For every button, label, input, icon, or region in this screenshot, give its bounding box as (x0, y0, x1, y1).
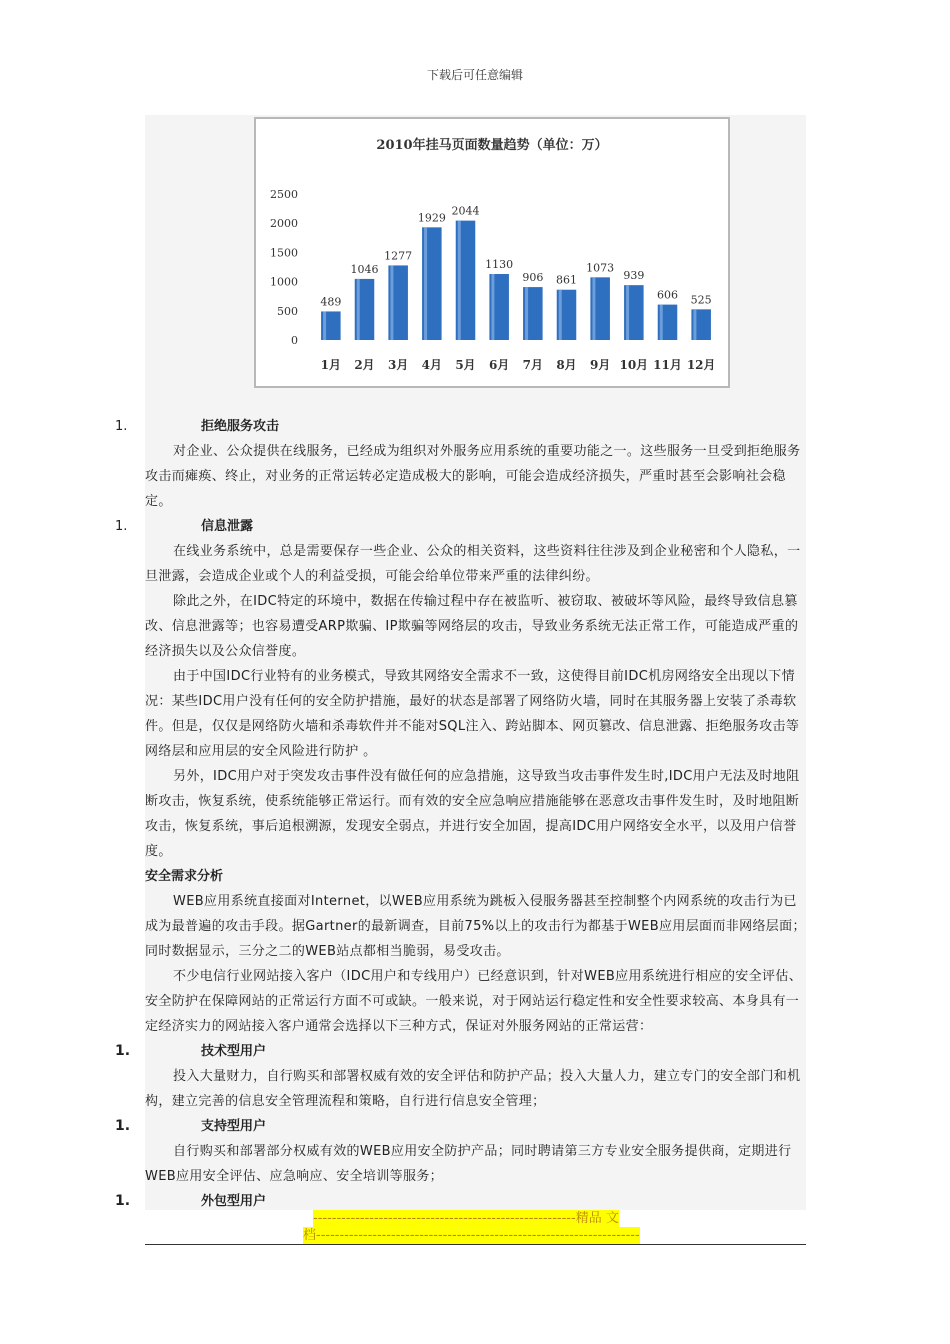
heading-number: 1. (115, 1193, 131, 1209)
x-tick-label: 9月 (589, 358, 611, 372)
section-title: 安全需求分析 (145, 869, 224, 884)
bar-highlight (491, 274, 494, 340)
bar-highlight (660, 305, 663, 340)
x-tick-label: 8月 (556, 358, 577, 372)
data-label: 489 (320, 295, 342, 309)
data-label: 1130 (485, 258, 514, 272)
bar-highlight (458, 221, 461, 340)
document-body (115, 414, 806, 1214)
paragraph: 不少电信行业网站接入客户（IDC用户和专线用户）已经意识到，针对WEB应用系统进行相应的安全评估、安全防护在保障网站的正常运行方面不可或缺。一般来说，对于网站运行稳定性和安全性要求较高、本身具有一定经济实力的网站接入客户通常会选择以下三种方式，保证对外服务网站的正常运营： (145, 969, 803, 1034)
data-label: 2044 (451, 204, 480, 218)
data-label: 861 (556, 273, 577, 287)
x-tick-label: 3月 (387, 358, 409, 372)
footer-line-1: --------------------------------------------------------精品 文 (313, 1211, 619, 1226)
chart-title: 2010年挂马页面数量趋势（单位：万） (376, 138, 608, 153)
section-heading (115, 1114, 806, 1139)
bar-highlight (390, 265, 393, 340)
bar-highlight (424, 227, 427, 340)
footer-rule (145, 1244, 806, 1245)
y-tick-label: 500 (277, 304, 298, 318)
chart-svg (256, 119, 728, 386)
x-tick-label: 5月 (455, 358, 476, 372)
x-tick-label: 2月 (354, 358, 375, 372)
y-tick-label: 1500 (270, 246, 298, 260)
paragraph: 由于中国IDC行业特有的业务模式，导致其网络安全需求不一致，这使得目前IDC机房网络安全出现以下情况：某些IDC用户没有任何的安全防护措施，最好的状态是部署了网络防火墙，同时在其服务器上安装了杀毒软件。但是，仅仅是网络防火墙和杀毒软件并不能对SQL注入、跨站脚本、网页篡改、信息泄露、拒绝服务攻击等网络层和应用层的安全风险进行防护 。 (145, 669, 800, 759)
bar-highlight (693, 309, 696, 340)
heading-text: 支持型用户 (201, 1119, 267, 1134)
section-heading (115, 414, 806, 439)
y-tick-label: 0 (291, 334, 298, 347)
bar-highlight (626, 285, 629, 340)
x-tick-label: 12月 (686, 358, 716, 372)
page-header: 下载后可任意编辑 (426, 68, 523, 82)
data-label: 606 (657, 288, 678, 302)
paragraph: 投入大量财力，自行购买和部署权威有效的安全评估和防护产品；投入大量人力，建立专门的安全部门和机构，建立完善的信息安全管理流程和策略，自行进行信息安全管理； (145, 1069, 801, 1109)
heading-text: 外包型用户 (201, 1194, 267, 1209)
bar-highlight (323, 311, 326, 340)
x-tick-label: 1月 (320, 358, 342, 372)
x-tick-label: 11月 (653, 358, 682, 372)
bar-chart (254, 117, 730, 388)
section-heading (115, 1039, 806, 1064)
section-heading (115, 514, 806, 539)
heading-number: 1. (115, 519, 128, 534)
heading-text: 技术型用户 (201, 1044, 267, 1059)
x-tick-label: 7月 (522, 358, 544, 372)
paragraph: 另外，IDC用户对于突发攻击事件没有做任何的应急措施，这导致当攻击事件发生时,IDC用户无法及时地阻断攻击，恢复系统，使系统能够正常运行。而有效的安全应急响应措施能够在恶意攻击事件发生时，及时地阻断攻击，恢复系统，事后追根溯源，发现安全弱点，并进行安全加固，提高IDC用户网络安全水平，以及用户信誉度。 (145, 769, 800, 859)
data-label: 906 (522, 271, 544, 285)
bar-highlight (559, 290, 562, 340)
data-label: 525 (690, 293, 712, 307)
x-tick-label: 10月 (619, 358, 649, 372)
paragraph: WEB应用系统直接面对Internet，以WEB应用系统为跳板入侵服务器甚至控制整个内网系统的攻击行为已成为最普遍的攻击手段。据Gartner的最新调查，目前75%以上的攻击行为都基于WEB应用层面而非网络层面；同时数据显示，三分之二的WEB站点都相当脆弱，易受攻击。 (145, 894, 806, 959)
heading-number: 1. (115, 1043, 131, 1059)
heading-text: 信息泄露 (201, 519, 254, 534)
data-label: 1929 (417, 211, 446, 225)
footer-line-2: 档--------------------------------------------------------------------- (303, 1228, 640, 1243)
bar-highlight (525, 287, 528, 340)
paragraph: 除此之外，在IDC特定的环境中，数据在传输过程中存在被监听、被窃取、被破坏等风险，最终导致信息篡改、信息泄露等；也容易遭受ARP欺骗、IP欺骗等网络层的攻击，导致业务系统无法正常工作，可能造成严重的经济损失以及公众信誉度。 (145, 594, 799, 659)
data-label: 1277 (384, 249, 413, 263)
y-tick-label: 2000 (270, 217, 298, 231)
paragraph: 在线业务系统中，总是需要保存一些企业、公众的相关资料，这些资料往往涉及到企业秘密和个人隐私，一旦泄露，会造成企业或个人的利益受损，可能会给单位带来严重的法律纠纷。 (145, 544, 801, 584)
y-tick-label: 1000 (270, 275, 298, 289)
paragraph: 对企业、公众提供在线服务，已经成为组织对外服务应用系统的重要功能之一。这些服务一旦受到拒绝服务攻击而瘫痪、终止，对业务的正常运转必定造成极大的影响，可能会造成经济损失，严重时甚至会影响社会稳定。 (145, 444, 801, 509)
bar-highlight (592, 277, 595, 340)
heading-number: 1. (115, 419, 128, 434)
paragraph: 自行购买和部署部分权威有效的WEB应用安全防护产品；同时聘请第三方专业安全服务提供商，定期进行WEB应用安全评估、应急响应、安全培训等服务； (145, 1144, 792, 1184)
x-tick-label: 4月 (421, 358, 443, 372)
data-label: 939 (623, 269, 645, 283)
data-label: 1046 (350, 262, 379, 276)
y-tick-label: 2500 (270, 188, 298, 201)
heading-number: 1. (115, 1118, 131, 1134)
heading-text: 拒绝服务攻击 (201, 419, 280, 434)
x-tick-label: 6月 (488, 358, 510, 372)
data-label: 1073 (586, 261, 615, 275)
bar-highlight (357, 279, 360, 340)
